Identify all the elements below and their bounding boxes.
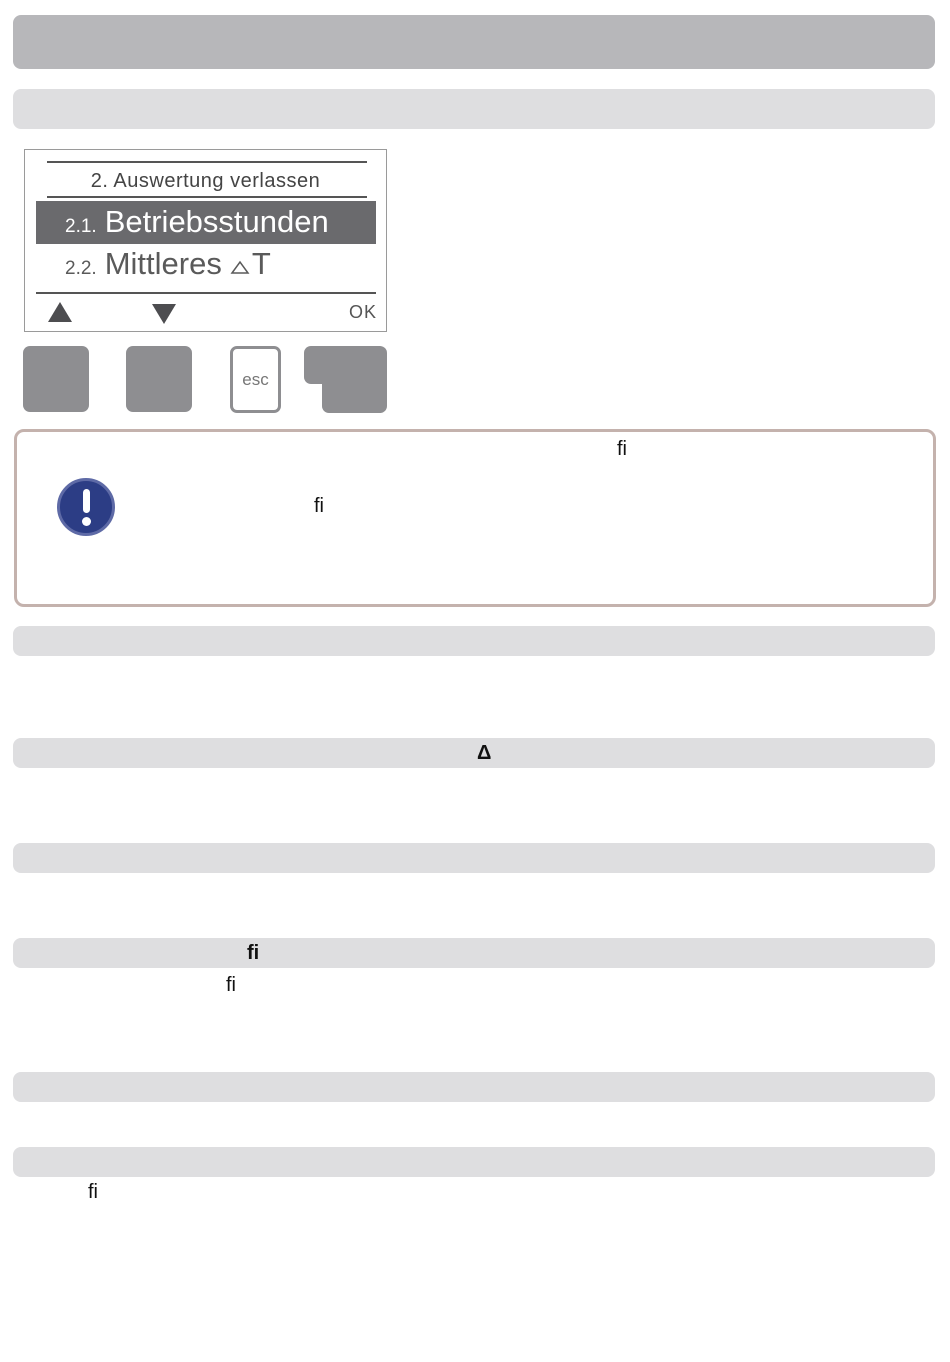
section-bar-1: [13, 626, 935, 656]
display-rule-top: [47, 161, 367, 163]
note-box: [14, 429, 936, 607]
menu-item-mittleres-dt[interactable]: [65, 246, 271, 282]
section-6-body: fi: [88, 1181, 98, 1203]
section-bar-4: [13, 938, 935, 968]
ok-key-button[interactable]: [304, 346, 387, 413]
arrow-up-icon: [48, 302, 72, 326]
menu-item-suffix: T: [251, 246, 271, 281]
esc-key-button[interactable]: esc: [230, 346, 281, 413]
down-key-button[interactable]: [126, 346, 192, 412]
section-header-bar: [13, 89, 935, 129]
note-text-line-2: fi: [314, 495, 324, 517]
note-text-line-1: fi: [617, 438, 627, 460]
chapter-header-bar: [13, 15, 935, 69]
menu-item-label: Mittleres: [104, 246, 222, 281]
ok-key-bottom: [322, 366, 387, 413]
section-bar-6: [13, 1147, 935, 1177]
delta-icon: [230, 260, 250, 274]
menu-item-label: Betriebsstunden: [104, 204, 329, 239]
arrow-down-icon: [152, 302, 176, 326]
menu-item-number: 2.1.: [65, 216, 97, 237]
device-display: [24, 149, 387, 332]
section-4-body: fi: [226, 974, 236, 996]
section-bar-3: [13, 843, 935, 873]
display-ok-label: OK: [349, 302, 378, 322]
section-bar-2: [13, 738, 935, 768]
section-heading-4: fi: [247, 941, 260, 964]
warning-icon: [57, 478, 115, 536]
menu-item-betriebsstunden[interactable]: [65, 204, 329, 240]
menu-item-number: 2.2.: [65, 258, 97, 279]
display-rule-under-title: [47, 196, 367, 198]
section-bar-5: [13, 1072, 935, 1102]
up-key-button[interactable]: [23, 346, 89, 412]
display-title: 2. Auswertung verlassen: [90, 170, 321, 192]
display-rule-footer: [36, 292, 376, 294]
section-heading-delta: Δ: [477, 741, 492, 764]
